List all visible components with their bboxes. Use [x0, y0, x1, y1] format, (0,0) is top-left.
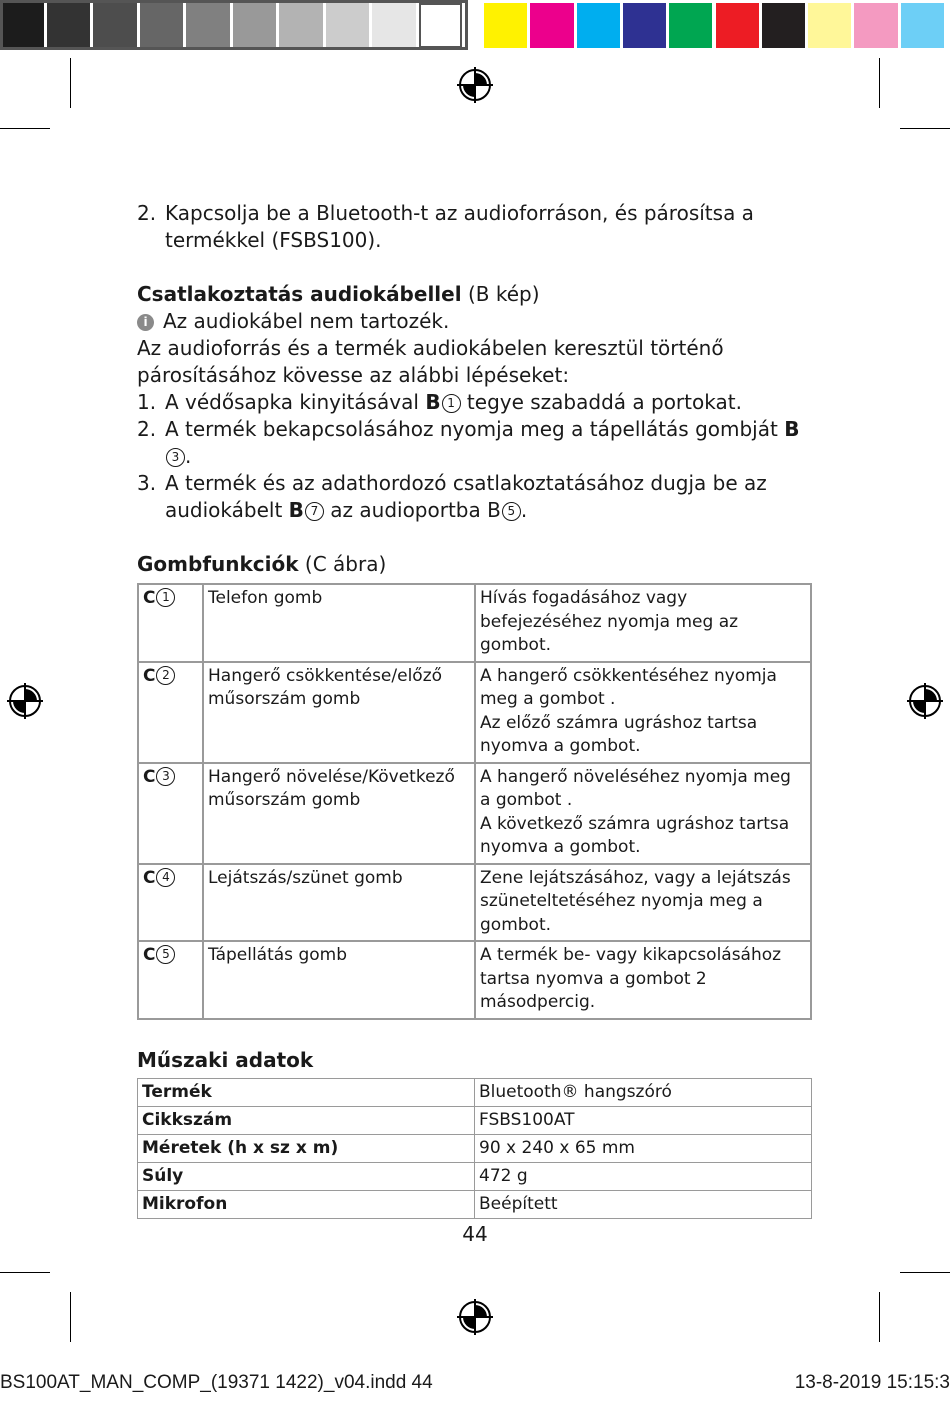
code-letter: C: [143, 867, 156, 888]
table-cell-code: [138, 864, 203, 942]
table-cell-code: [138, 941, 203, 1019]
desc-text: Zene lejátszásához, vagy a lejátszás szüneteltetéséhez nyomja meg a gombot.: [480, 867, 791, 935]
crop-mark: [70, 1292, 71, 1342]
table-cell-desc: [475, 941, 811, 1019]
note: [137, 308, 812, 335]
table-cell-name: Tápellátás gomb: [203, 941, 475, 1019]
table-row: [138, 1078, 812, 1106]
desc-text: A hangerő növeléséhez nyomja meg a gombot .: [480, 766, 791, 810]
section-title-specs: [137, 1047, 812, 1074]
list-number: 3.: [137, 471, 157, 495]
figure-ref: B: [784, 417, 800, 441]
spec-value: Beépített: [475, 1190, 812, 1218]
spec-value: 472 g: [475, 1162, 812, 1190]
desc-text: Az előző számra ugráshoz tartsa nyomva a gombot.: [480, 712, 758, 756]
gray-swatch: [140, 3, 184, 48]
list-text: tegye szabaddá a portokat.: [460, 390, 742, 414]
callout-number: 4: [156, 868, 175, 887]
table-row: [138, 763, 811, 864]
print-color-bar: [0, 0, 950, 50]
info-icon: i: [137, 314, 154, 331]
table-cell-name: Telefon gomb: [203, 584, 475, 662]
spec-key: Mikrofon: [138, 1190, 475, 1218]
table-cell-code: [138, 584, 203, 662]
color-swatch: [854, 3, 897, 48]
heading-suffix: (B kép): [467, 282, 540, 306]
heading-text: Műszaki adatok: [137, 1047, 314, 1072]
page-content: [137, 200, 812, 1219]
registration-mark-icon: [5, 681, 45, 721]
color-swatch: [530, 3, 573, 48]
list-text: Kapcsolja be a Bluetooth-t az audioforráson, és párosítsa a termékkel (FSBS100).: [165, 201, 754, 252]
spec-key: Méretek (h x sz x m): [138, 1134, 475, 1162]
list-text: A termék és az adathordozó csatlakoztatásához dugja be az audiokábelt: [165, 471, 767, 522]
figure-ref: B: [425, 390, 441, 414]
crop-mark: [0, 128, 50, 129]
list-number: 2.: [137, 201, 157, 225]
registration-mark-icon: [455, 1297, 495, 1337]
page-number: 44: [462, 1222, 488, 1246]
heading-text: Gombfunkciók: [137, 552, 299, 576]
color-swatch: [808, 3, 851, 48]
callout-number: 3: [166, 448, 185, 467]
gray-swatch: [0, 3, 44, 48]
list-number: 1.: [137, 390, 157, 414]
table-cell-name: Lejátszás/szünet gomb: [203, 864, 475, 942]
color-swatch: [716, 3, 759, 48]
table-row: [138, 1106, 812, 1134]
heading-suffix: (C ábra): [304, 552, 387, 576]
gray-swatch: [186, 3, 230, 48]
callout-number: 3: [156, 767, 175, 786]
footer-date: 13-8-2019 15:15:3: [794, 1372, 950, 1393]
crop-mark: [900, 128, 950, 129]
table-cell-desc: [475, 864, 811, 942]
button-functions-table: [137, 583, 812, 1020]
gray-swatch: [279, 3, 323, 48]
spec-value: FSBS100AT: [475, 1106, 812, 1134]
list-text: A termék bekapcsolásához nyomja meg a tápellátás gombját: [165, 417, 785, 441]
list-item: [137, 470, 812, 524]
code-letter: C: [143, 945, 156, 965]
list-text: .: [520, 498, 528, 522]
spec-value: 90 x 240 x 65 mm: [475, 1134, 812, 1162]
gray-swatch: [233, 3, 277, 48]
gray-swatch: [326, 3, 370, 48]
color-swatch: [623, 3, 666, 48]
table-row: [138, 864, 811, 942]
desc-text: A következő számra ugráshoz tartsa nyomva a gombot.: [480, 813, 790, 857]
desc-text: Hívás fogadásához vagy befejezéséhez nyomja meg az gombot.: [480, 588, 739, 655]
registration-mark-icon: [455, 65, 495, 105]
list-number: 2.: [137, 417, 157, 441]
crop-mark: [879, 1292, 880, 1342]
code-letter: C: [143, 766, 156, 787]
list-item: [137, 389, 812, 416]
list-item: [137, 416, 812, 470]
color-swatch: [669, 3, 712, 48]
table-row: [138, 1162, 812, 1190]
gray-swatch: [372, 3, 416, 48]
desc-text: A hangerő csökkentéséhez nyomja meg a gombot .: [480, 665, 777, 709]
table-row: [138, 1134, 812, 1162]
color-swatch: [901, 3, 944, 48]
spec-key: Cikkszám: [138, 1106, 475, 1134]
table-cell-desc: [475, 763, 811, 864]
spec-key: Súly: [138, 1162, 475, 1190]
table-row: [138, 662, 811, 763]
list-text: az audioportba B: [323, 498, 501, 522]
callout-number: 5: [156, 945, 175, 964]
color-swatch: [577, 3, 620, 48]
callout-number: 7: [305, 502, 324, 521]
figure-ref: B: [288, 498, 304, 522]
spec-value: Bluetooth® hangszóró: [475, 1078, 812, 1106]
crop-mark: [0, 1272, 50, 1273]
callout-number: 5: [502, 502, 521, 521]
table-cell-name: Hangerő növelése/Következő műsorszám gomb: [203, 763, 475, 864]
code-letter: C: [143, 665, 156, 686]
note-text: Az audiokábel nem tartozék.: [163, 309, 450, 333]
callout-number: 1: [156, 588, 175, 607]
list-text: .: [185, 444, 192, 468]
gray-swatch: [93, 3, 137, 48]
table-row: [138, 941, 811, 1019]
crop-mark: [879, 58, 880, 108]
table-cell-code: [138, 763, 203, 864]
section-title-buttons: [137, 551, 812, 578]
table-cell-desc: [475, 584, 811, 662]
registration-mark-icon: [905, 681, 945, 721]
table-row: [138, 1190, 812, 1218]
footer-filename: BS100AT_MAN_COMP_(19371 1422)_v04.indd 44: [0, 1372, 433, 1393]
code-letter: C: [143, 588, 156, 608]
heading-text: Csatlakoztatás audiokábellel: [137, 282, 462, 306]
color-swatch: [762, 3, 805, 48]
table-cell-code: [138, 662, 203, 763]
callout-number: 2: [156, 666, 175, 685]
table-row: [138, 584, 811, 662]
crop-mark: [70, 58, 71, 108]
list-text: A védősapka kinyitásával: [165, 390, 426, 414]
crop-mark: [900, 1272, 950, 1273]
list-item: [137, 200, 812, 254]
section-title-cable: [137, 281, 812, 308]
spec-key: Termék: [138, 1078, 475, 1106]
gray-swatch: [47, 3, 91, 48]
paragraph: Az audioforrás és a termék audiokábelen keresztül történő párosításához kövesse az alábbi lépéseket:: [137, 336, 724, 387]
color-swatch: [484, 3, 527, 48]
callout-number: 1: [442, 394, 461, 413]
table-cell-desc: [475, 662, 811, 763]
specs-table: [137, 1078, 812, 1219]
gray-swatch: [419, 3, 463, 48]
desc-text: A termék be- vagy kikapcsolásához tartsa nyomva a gombot 2 másodpercig.: [480, 945, 782, 1012]
table-cell-name: Hangerő csökkentése/előző műsorszám gomb: [203, 662, 475, 763]
